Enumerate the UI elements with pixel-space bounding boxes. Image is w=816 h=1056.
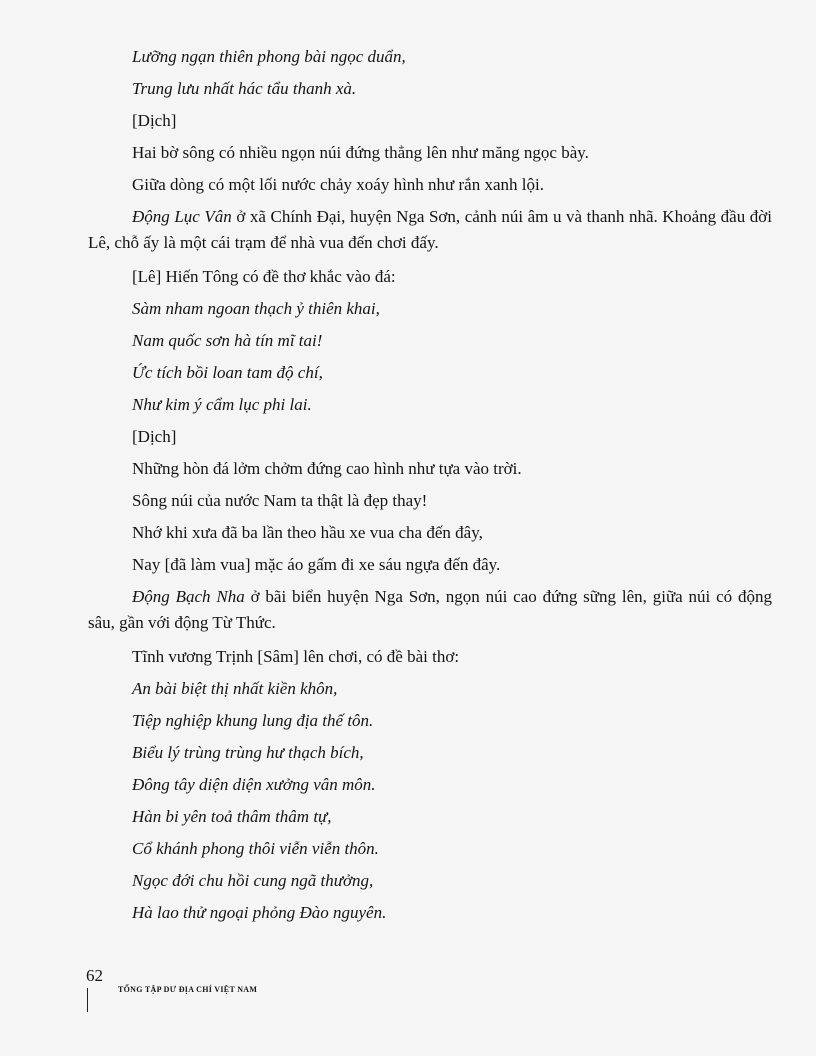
translation-label: [Dịch] xyxy=(132,111,177,130)
translation-line: Giữa dòng có một lối nước chảy xoáy hình như rắn xanh lội. xyxy=(132,175,544,194)
place-name: Động Lục Vân xyxy=(132,207,232,226)
paragraph-dong-luc-van xyxy=(88,204,772,256)
footer-rule xyxy=(87,988,88,1012)
poem-line: Như kim ý cẩm lục phi lai. xyxy=(132,395,312,414)
translation-label: [Dịch] xyxy=(132,427,177,446)
paragraph-dong-bach-nha xyxy=(88,584,772,636)
translation-line: Nay [đã làm vua] mặc áo gấm đi xe sáu ngựa đến đây. xyxy=(132,555,501,574)
translation-line: Hai bờ sông có nhiều ngọn núi đứng thẳng lên như măng ngọc bày. xyxy=(132,143,589,162)
paragraph-text: ở bãi biển huyện Nga Sơn, ngọn núi cao đứng sững lên, giữa núi có động sâu, gần với động Từ Thức. xyxy=(88,587,773,632)
translation-line: Những hòn đá lởm chởm đứng cao hình như tựa vào trời. xyxy=(132,459,522,478)
poem-line: An bài biệt thị nhất kiền khôn, xyxy=(132,679,338,698)
poem-line: Sàm nham ngoan thạch ỷ thiên khai, xyxy=(132,299,380,318)
poem-line: Lưỡng ngạn thiên phong bài ngọc duẩn, xyxy=(132,47,406,66)
page-number: 62 xyxy=(86,966,103,985)
series-title: TỔNG TẬP DƯ ĐỊA CHÍ VIỆT NAM xyxy=(118,985,258,994)
intro-line: Tĩnh vương Trịnh [Sâm] lên chơi, có đề bài thơ: xyxy=(132,647,460,666)
poem-line: Hàn bi yên toả thâm thâm tự, xyxy=(132,807,332,826)
poem-line: Nam quốc sơn hà tín mĩ tai! xyxy=(132,331,323,350)
translation-line: Sông núi của nước Nam ta thật là đẹp thay! xyxy=(132,491,428,510)
paragraph-text: ở xã Chính Đại, huyện Nga Sơn, cảnh núi âm u và thanh nhã. Khoảng đầu đời Lê, chỗ ấy là một cái trạm để nhà vua đến chơi đấy. xyxy=(88,207,772,252)
intro-line: [Lê] Hiến Tông có đề thơ khắc vào đá: xyxy=(132,267,396,286)
place-name: Động Bạch Nha xyxy=(132,587,245,606)
poem-line: Tiệp nghiệp khung lung địa thế tôn. xyxy=(132,711,374,730)
poem-line: Trung lưu nhất hác tẩu thanh xà. xyxy=(132,79,357,98)
poem-line: Cổ khánh phong thôi viễn viễn thôn. xyxy=(132,839,379,858)
poem-line: Ngọc đới chu hồi cung ngã thưởng, xyxy=(132,871,374,890)
poem-line: Hà lao thử ngoại phỏng Đào nguyên. xyxy=(132,903,387,922)
poem-line: Biểu lý trùng trùng hư thạch bích, xyxy=(132,743,364,762)
poem-line: Ức tích bồi loan tam độ chí, xyxy=(132,363,323,382)
poem-line: Đông tây diện diện xưởng vân môn. xyxy=(132,775,376,794)
translation-line: Nhớ khi xưa đã ba lần theo hầu xe vua cha đến đây, xyxy=(132,523,483,542)
